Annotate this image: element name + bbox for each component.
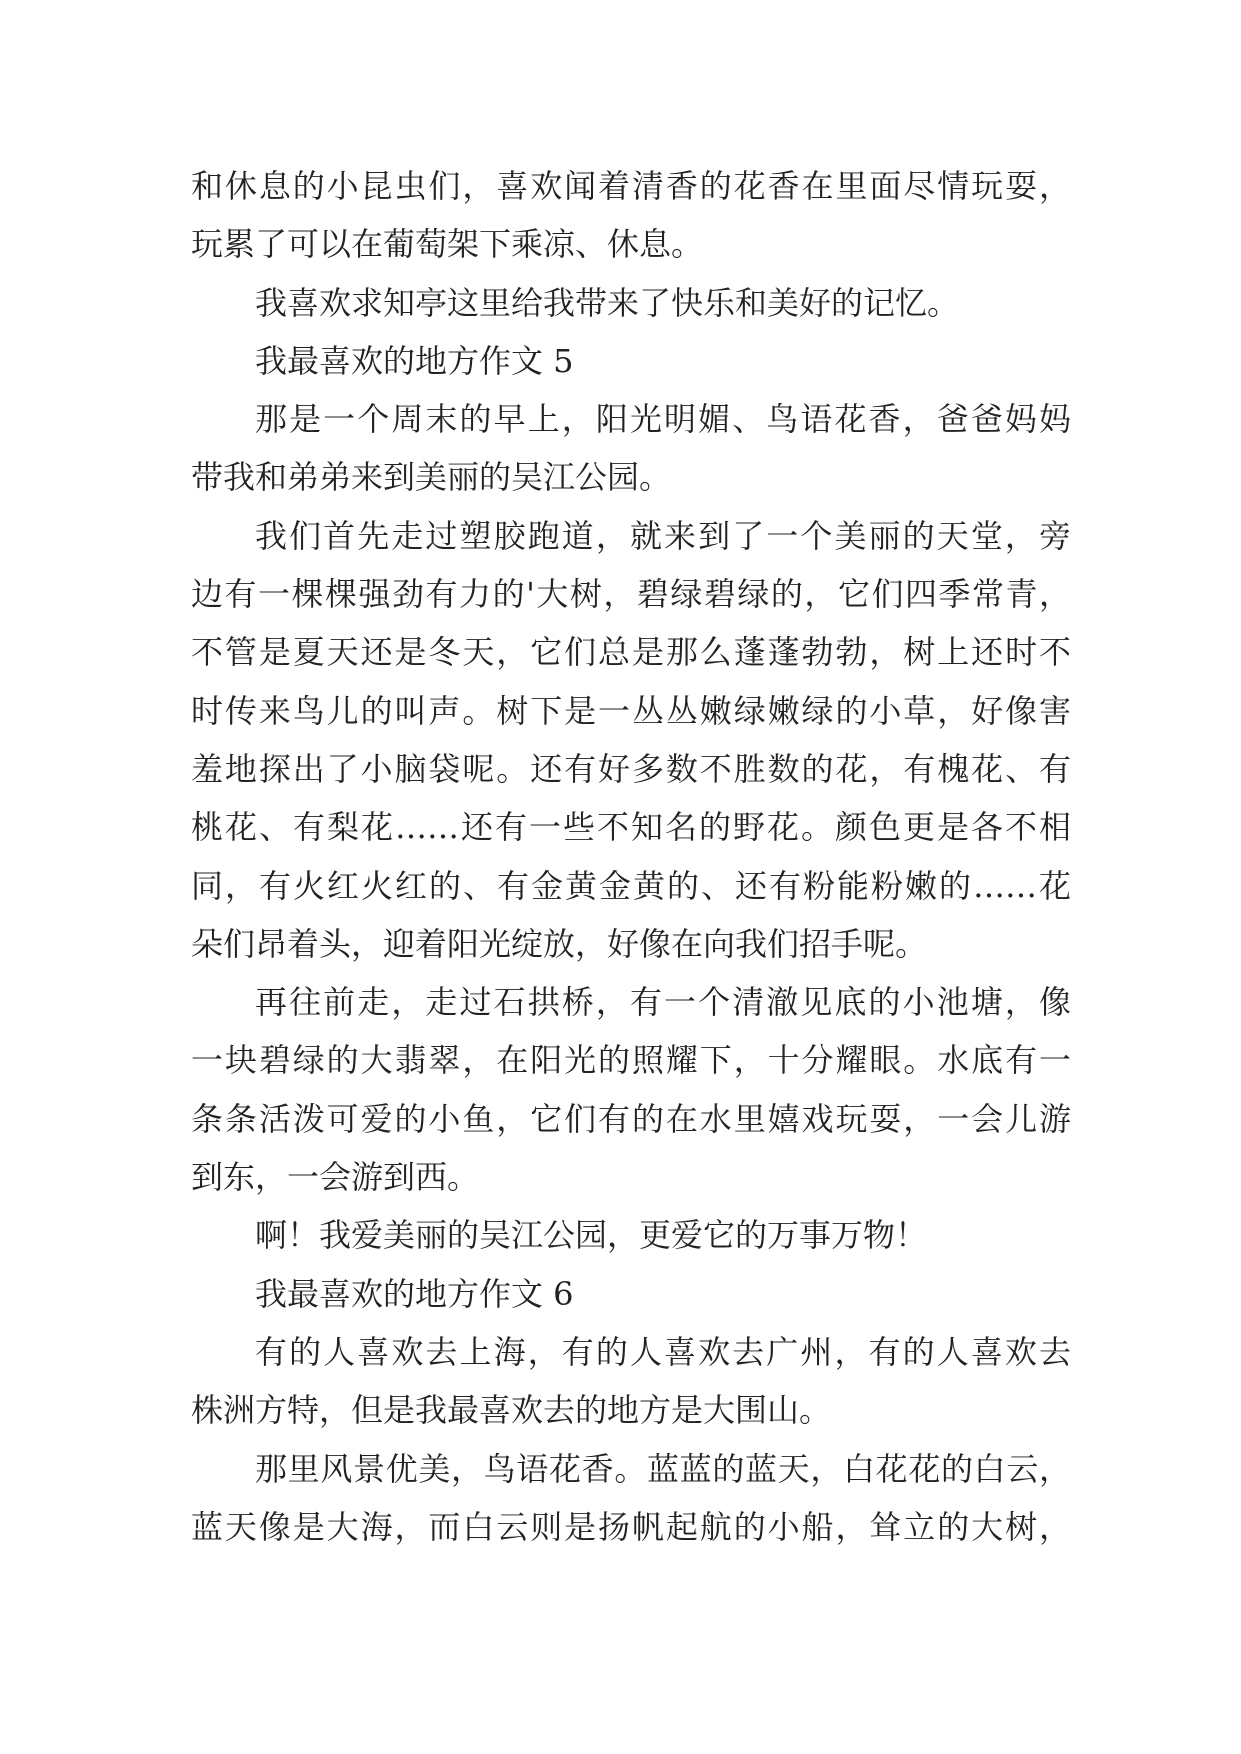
text-line: 朵们昂着头，迎着阳光绽放，好像在向我们招手呢。 <box>191 924 928 963</box>
text-line: 我喜欢求知亭这里给我带来了快乐和美好的记忆。 <box>255 283 960 322</box>
text-line: 玩累了可以在葡萄架下乘凉、休息。 <box>191 225 704 264</box>
text-line: 啊！我爱美丽的吴江公园，更爱它的万事万物！ <box>255 1216 928 1255</box>
text-line: 带我和弟弟来到美丽的吴江公园。 <box>191 458 672 497</box>
text-line: 有的人喜欢去上海，有的人喜欢去广州，有的人喜欢去 <box>255 1332 1071 1371</box>
text-line: 蓝天像是大海，而白云则是扬帆起航的小船，耸立的大树， <box>191 1507 1071 1546</box>
text-line: 株洲方特，但是我最喜欢去的地方是大围山。 <box>191 1391 832 1430</box>
text-line: 条条活泼可爱的小鱼，它们有的在水里嬉戏玩耍，一会儿游 <box>191 1099 1071 1138</box>
text-line: 时传来鸟儿的叫声。树下是一丛丛嫩绿嫩绿的小草，好像害 <box>191 691 1071 730</box>
text-line: 羞地探出了小脑袋呢。还有好多数不胜数的花，有槐花、有 <box>191 749 1071 788</box>
section-heading: 我最喜欢的地方作文 6 <box>255 1274 574 1313</box>
text-line: 不管是夏天还是冬天，它们总是那么蓬蓬勃勃，树上还时不 <box>191 633 1071 672</box>
text-line: 那里风景优美，鸟语花香。蓝蓝的蓝天，白花花的白云， <box>255 1449 1071 1488</box>
text-line: 和休息的小昆虫们，喜欢闻着清香的花香在里面尽情玩耍， <box>191 167 1071 205</box>
text-line: 一块碧绿的大翡翠，在阳光的照耀下，十分耀眼。水底有一 <box>191 1041 1071 1080</box>
text-line: 我们首先走过塑胶跑道，就来到了一个美丽的天堂，旁 <box>255 516 1071 555</box>
text-line: 到东，一会游到西。 <box>191 1158 480 1197</box>
text-line: 边有一棵棵强劲有力的'大树，碧绿碧绿的，它们四季常青， <box>191 575 1071 614</box>
text-line: 再往前走，走过石拱桥，有一个清澈见底的小池塘，像 <box>255 983 1071 1022</box>
text-line: 那是一个周末的早上，阳光明媚、鸟语花香，爸爸妈妈 <box>255 400 1071 439</box>
section-heading: 我最喜欢的地方作文 5 <box>255 341 574 380</box>
text-line: 同，有火红火红的、有金黄金黄的、还有粉能粉嫩的……花 <box>191 866 1071 905</box>
document-body <box>191 157 1071 1556</box>
text-line: 桃花、有梨花……还有一些不知名的野花。颜色更是各不相 <box>191 808 1071 847</box>
